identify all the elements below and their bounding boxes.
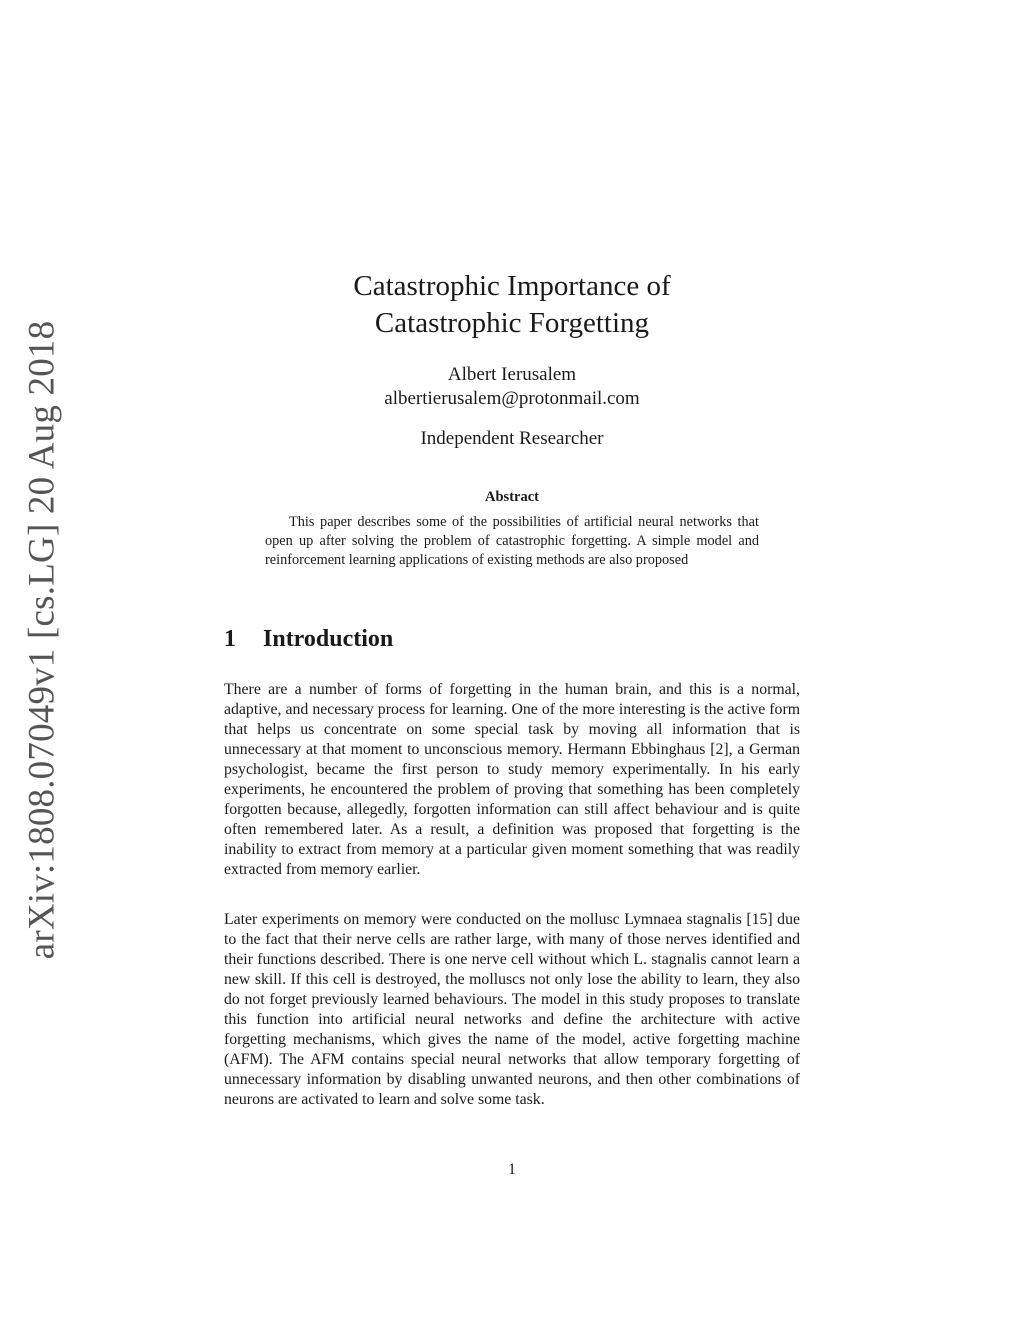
paper-title — [0, 268, 1024, 342]
abstract-text: This paper describes some of the possibilities of artificial neural networks that open up after solving the problem of catastrophic forgetting. A simple model and reinforcement learning applications of existing methods are also proposed — [265, 514, 759, 568]
section-number: 1 — [224, 626, 236, 652]
body-paragraph: There are a number of forms of forgetting in the human brain, and this is a normal, adaptive, and necessary process for learning. One of the more interesting is the active form that helps us concentrate on some special task by moving all information that is unnecessary at that moment to unconscious memory. Hermann Ebbinghaus [2], a German psychologist, became the first person to study memory experimentally. In his early experiments, he encountered the problem of proving that something has been completely forgotten because, allegedly, forgotten information can still affect behaviour and is quite often remembered later. As a result, a definition was proposed that forgetting is the inability to extract from memory at a particular given moment something that was readily extracted from memory earlier. — [224, 681, 800, 878]
author-email: albertierusalem@protonmail.com — [384, 388, 640, 409]
paper-title-line-1: Catastrophic Importance of — [353, 270, 671, 302]
arxiv-identifier-text: arXiv:1808.07049v1 [cs.LG] 20 Aug 2018 — [21, 320, 63, 960]
author-affiliation: Independent Researcher — [420, 428, 604, 449]
author-name: Albert Ierusalem — [447, 364, 577, 385]
page-number: 1 — [508, 1161, 516, 1178]
author-block — [0, 363, 1024, 411]
paper-title-line-2: Catastrophic Forgetting — [374, 307, 650, 339]
abstract-heading: Abstract — [485, 489, 539, 505]
body-paragraph: Later experiments on memory were conducted on the mollusc Lymnaea stagnalis [15] due to the fact that their nerve cells are rather large, with many of those nerves identified and their functions described. There is one nerve cell without which L. stagnalis cannot learn a new skill. If this cell is destroyed, the molluscs not only lose the ability to learn, they also do not forget previously learned behaviours. The model in this study proposes to translate this function into artificial neural networks and define the architecture with active forgetting mechanisms, which gives the name of the model, active forgetting machine (AFM). The AFM contains special neural networks that allow temporary forgetting of unnecessary information by disabling unwanted neurons, and then other combinations of neurons are activated to learn and solve some task. — [224, 911, 800, 1108]
section-title: Introduction — [263, 626, 394, 652]
section-heading — [224, 624, 393, 654]
